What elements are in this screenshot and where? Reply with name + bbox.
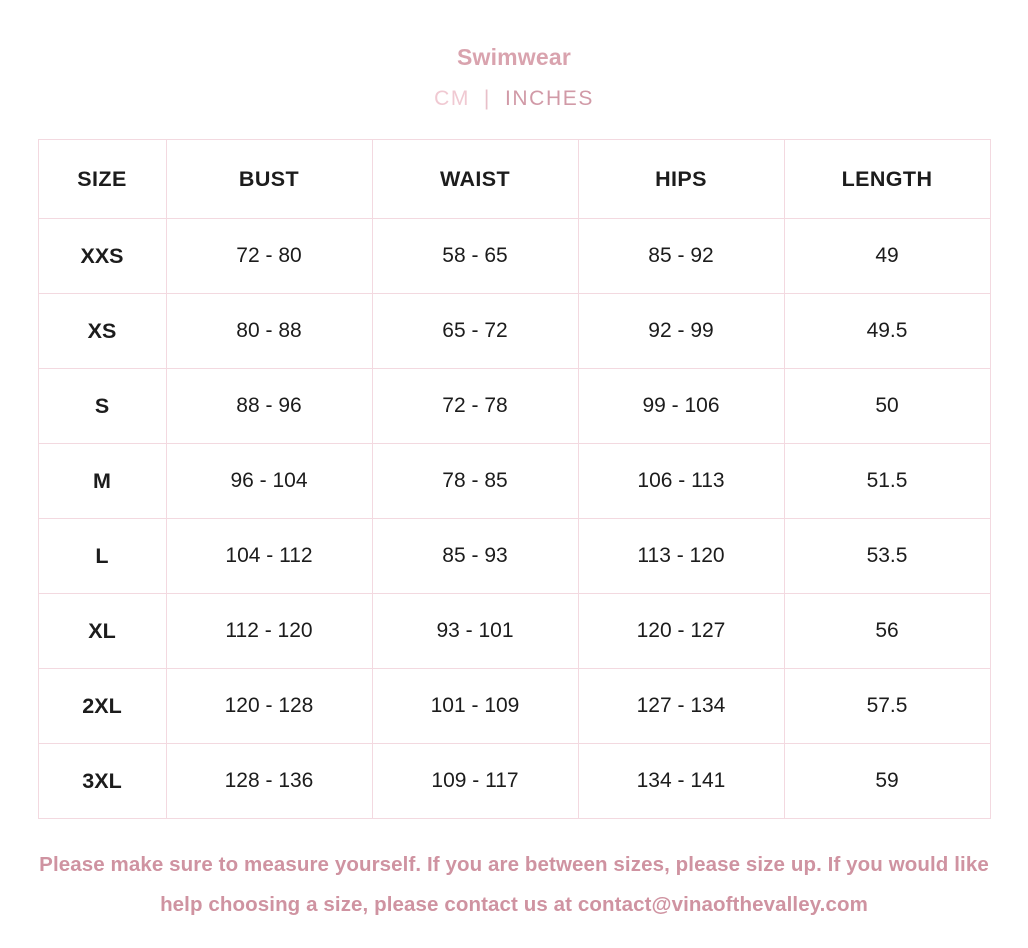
unit-toggle[interactable] [434, 87, 594, 111]
cell-length: 57.5 [784, 669, 990, 744]
cell-hips: 113 - 120 [578, 519, 784, 594]
cell-length: 49.5 [784, 294, 990, 369]
unit-separator: | [483, 87, 491, 110]
cell-bust: 112 - 120 [166, 594, 372, 669]
cell-waist: 72 - 78 [372, 369, 578, 444]
cell-waist: 58 - 65 [372, 219, 578, 294]
cell-waist: 85 - 93 [372, 519, 578, 594]
cell-bust: 80 - 88 [166, 294, 372, 369]
table-header-row [38, 140, 990, 219]
table-row [38, 519, 990, 594]
cell-size: XL [38, 594, 166, 669]
cell-length: 51.5 [784, 444, 990, 519]
cell-hips: 134 - 141 [578, 744, 784, 819]
cell-waist: 101 - 109 [372, 669, 578, 744]
cell-bust: 104 - 112 [166, 519, 372, 594]
table-row [38, 369, 990, 444]
table-row [38, 744, 990, 819]
cell-hips: 99 - 106 [578, 369, 784, 444]
column-header-waist: WAIST [372, 140, 578, 219]
cell-hips: 127 - 134 [578, 669, 784, 744]
measurement-note: Please make sure to measure yourself. If you are between sizes, please size up. If you would like help choosing a size, please contact us at contact@vinaofthevalley.com [39, 853, 989, 916]
column-header-hips: HIPS [578, 140, 784, 219]
cell-waist: 78 - 85 [372, 444, 578, 519]
cell-size: XXS [38, 219, 166, 294]
cell-length: 59 [784, 744, 990, 819]
unit-inches-option[interactable]: INCHES [504, 87, 594, 110]
page-title: Swimwear [456, 44, 572, 70]
cell-size: 3XL [38, 744, 166, 819]
cell-length: 49 [784, 219, 990, 294]
cell-bust: 88 - 96 [166, 369, 372, 444]
cell-bust: 120 - 128 [166, 669, 372, 744]
cell-bust: 72 - 80 [166, 219, 372, 294]
table-row [38, 444, 990, 519]
cell-length: 53.5 [784, 519, 990, 594]
table-row [38, 219, 990, 294]
column-header-size: SIZE [38, 140, 166, 219]
table-header [38, 140, 990, 219]
column-header-length: LENGTH [784, 140, 990, 219]
cell-size: 2XL [38, 669, 166, 744]
cell-hips: 92 - 99 [578, 294, 784, 369]
unit-cm-option[interactable]: CM [434, 87, 470, 110]
cell-bust: 128 - 136 [166, 744, 372, 819]
table-row [38, 594, 990, 669]
cell-size: M [38, 444, 166, 519]
cell-hips: 85 - 92 [578, 219, 784, 294]
column-header-bust: BUST [166, 140, 372, 219]
cell-size: S [38, 369, 166, 444]
cell-waist: 93 - 101 [372, 594, 578, 669]
cell-length: 50 [784, 369, 990, 444]
cell-waist: 65 - 72 [372, 294, 578, 369]
cell-hips: 106 - 113 [578, 444, 784, 519]
table-row [38, 294, 990, 369]
cell-length: 56 [784, 594, 990, 669]
cell-size: L [38, 519, 166, 594]
cell-waist: 109 - 117 [372, 744, 578, 819]
table-row [38, 669, 990, 744]
cell-size: XS [38, 294, 166, 369]
cell-bust: 96 - 104 [166, 444, 372, 519]
size-chart-table [38, 139, 991, 819]
cell-hips: 120 - 127 [578, 594, 784, 669]
table-body [38, 219, 990, 819]
